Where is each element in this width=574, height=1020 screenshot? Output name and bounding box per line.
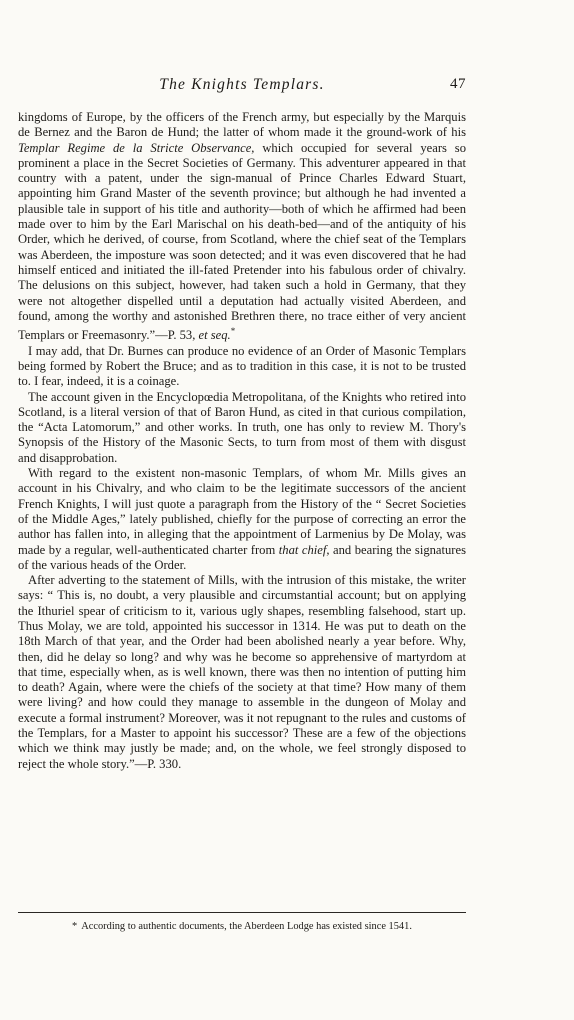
footnote-reference: * bbox=[230, 326, 236, 337]
body-text bbox=[18, 110, 466, 772]
paragraph bbox=[18, 390, 466, 466]
text-run: The account given in the Encyclopœdia Metropolitana, of the Knights who retired into Scotland, is a literal version of that of Baron Hund, as cited in that curious compilation, the “Acta Latomorum,” and other works. In truth, one has only to review M. Thory's Synopsis of the History of the Masonic Sects, to turn from most of them with disgust and disapprobation. bbox=[18, 389, 466, 465]
footnote-rule bbox=[18, 912, 466, 913]
italic-text: Templar Regime de la Stricte Observance, bbox=[18, 140, 255, 155]
text-run: With regard to the existent non-masonic Templars, of whom Mr. Mills gives an account in his Chivalry, and who claim to be the legitimate successors of the ancient French Knights, I will just quote a paragraph from the History of the “ Secret Societies of the Middle Ages,” lately published, chiefly for the purpose of correcting an error the author has fallen into, in alleging that the appointment of Larmenius by De Molay, was made by a regular, well-authenticated charter from bbox=[18, 466, 466, 557]
text-run: kingdoms of Europe, by the officers of the French army, but especially by the Marquis de Bernez and the Baron de Hund; the latter of whom made it the ground-work of his bbox=[18, 110, 466, 140]
page-number: 47 bbox=[450, 76, 466, 92]
running-head bbox=[18, 76, 466, 96]
paragraph bbox=[18, 110, 466, 344]
text-run: and bearing the signatures of the various heads of the Order. bbox=[18, 542, 466, 572]
italic-text: that chief, bbox=[278, 542, 330, 557]
paragraph bbox=[18, 466, 466, 573]
footnote-marker: * bbox=[72, 921, 78, 932]
text-run: I may add, that Dr. Burnes can produce no evidence of an Order of Masonic Templars being formed by Robert the Bruce; and as to tradition in this case, it is not to be trusted to. I fear, indeed, it is a coinage. bbox=[18, 343, 466, 389]
running-title: The Knights Templars. bbox=[159, 76, 325, 93]
paragraph bbox=[18, 344, 466, 390]
italic-text: et seq. bbox=[198, 328, 231, 343]
paragraph bbox=[18, 573, 466, 772]
text-run: After adverting to the statement of Mills, with the intrusion of this mistake, the writer says: “ This is, no doubt, a very plausible and circumstantial account; but on applying the Ithuriel spear of criticism to it, various ugly shapes, resembling falsehood, start up. Thus Molay, we are told, appointed his successor in 1314. He was put to death on the 18th March of that year, and the Order had been abolished nearly a year before. Why, then, did he delay so long? and why was he become so apprehensive of martyrdom at that time, especially when, as is well known, there was then no intention of putting him to death? Again, where were the chiefs of the society at that time? How many of them were living? and how could they manage to assemble in the dungeon of Molay and execute a formal instrument? Moreover, was it not repugnant to the rules and customs of the Templars, for a Master to appoint his successor? These are a few of the objections which we think may justly be made; and, on the whole, we feel strongly disposed to reject the whole story.”—P. 330. bbox=[18, 573, 466, 771]
text-run: which occupied for several years so prominent a place in the Secret Societies of Germany. This adventurer appeared in that country with a patent, under the sign-manual of Prince Charles Edward Stuart, appointing him Grand Master of the seventh province; but although he had invented a plausible tale in support of his title and authority—both of which he affirmed had been made over to him by the Earl Marischal on his death-bed—and of the antiquity of his Order, which he derived, of course, from Scotland, where the chief seat of the Templars was Aberdeen, the imposture was soon detected; and it was even discovered that he had himself enticed and initiated the ill-fated Pretender into his fabulous order of chivalry. The delusions on this subject, however, had taken such a hold in Germany, that they were not altogether dispelled until a deputation had actually visited Aberdeen, and found, among the worthy and astonished Brethren there, no trace either of very ancient Templars or Freemasonry.”—P. 53, bbox=[18, 140, 466, 343]
footnote-text: According to authentic documents, the Aberdeen Lodge has existed since 1541. bbox=[81, 921, 412, 932]
footnote bbox=[18, 920, 466, 933]
